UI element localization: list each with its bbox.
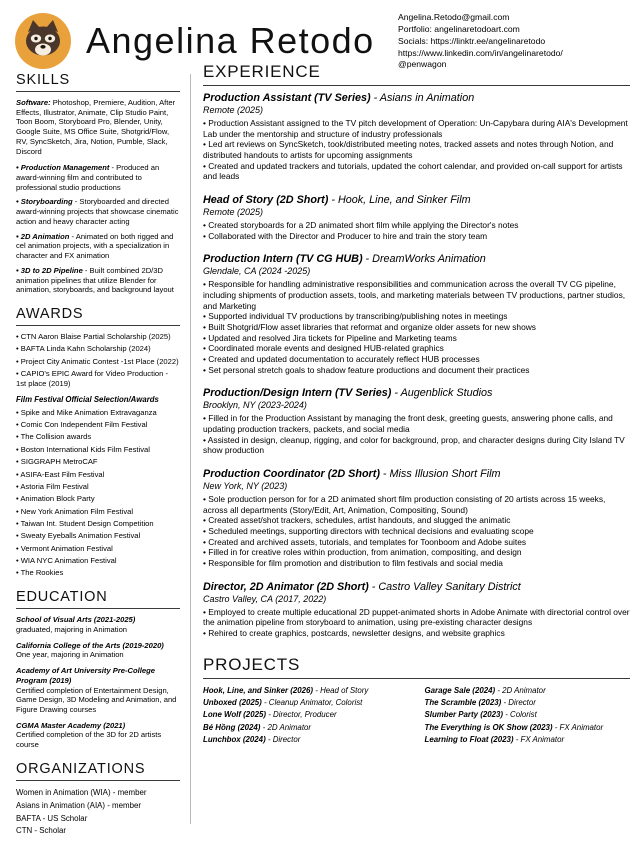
project-name: Lunchbox (2024) (203, 734, 266, 744)
skill-text: - Produced an award-winning film and contributed to professional studio productions (16, 163, 160, 192)
project-item (425, 709, 631, 721)
person-name: Angelina Retodo (86, 20, 375, 61)
festival-item: • SIGGRAPH MetroCAF (16, 457, 98, 467)
project-name: Slumber Party (2023) (424, 710, 504, 720)
section-skills (16, 72, 180, 295)
job-bullet: • Created and updated documentation to accurately reflect HUB processes (203, 354, 480, 365)
section-projects (203, 655, 630, 746)
school-name: California College of the Arts (2019-2020) (16, 640, 164, 650)
festival-list (16, 408, 180, 579)
job-bullet: • Coordinated morale events and designed HUB-related graphics (203, 343, 444, 354)
job-bullets (203, 413, 630, 456)
project-item (203, 697, 409, 709)
school-name: School of Visual Arts (2021-2025) (16, 615, 136, 625)
experience-entry (203, 253, 630, 375)
festival-item: • Animation Block Party (16, 494, 95, 504)
projects-right-column (425, 685, 631, 746)
software-label: Software: (16, 98, 51, 107)
organization-item: Women in Animation (WIA) - member (16, 787, 147, 797)
job-role: Production Intern (TV CG HUB) (203, 253, 363, 266)
festival-item: • Vermont Animation Festival (16, 543, 113, 553)
organization-item: BAFTA - US Scholar (16, 813, 88, 823)
job-bullet: • Created and updated trackers and tutorials, updated the cohort calendar, and provided on-call support for artists and leads (203, 160, 623, 182)
experience-entry (203, 387, 630, 456)
education-entry (16, 641, 180, 660)
job-company: - Asians in Animation (370, 92, 475, 104)
project-role: - 2D Animator (495, 685, 546, 695)
organizations-title: ORGANIZATIONS (16, 761, 180, 781)
job-role: Head of Story (2D Short) (203, 194, 329, 207)
festival-item: • WIA NYC Animation Festival (16, 556, 117, 566)
job-bullet: • Built Shotgrid/Flow asset libraries that reformat and organize older assets for new shows (203, 322, 536, 333)
section-education (16, 589, 180, 750)
section-experience (203, 62, 630, 639)
project-role: - Director, Producer (266, 710, 337, 720)
job-location: Remote (2025) (203, 207, 264, 218)
job-location: Glendale, CA (2024 -2025) (203, 266, 311, 277)
awards-title: AWARDS (16, 306, 180, 326)
project-item (203, 722, 409, 734)
organization-item: CTN - Scholar (16, 826, 66, 836)
festival-item: • ASIFA-East Film Festival (16, 469, 105, 479)
skill-label: • 3D to 2D Pipeline (16, 265, 83, 275)
school-name: Academy of Art University Pre-College Program (2019) (16, 666, 155, 685)
festival-item: • The Collision awards (16, 432, 92, 442)
project-item (425, 685, 631, 697)
skill-label: • Storyboarding (16, 197, 73, 207)
award-item: • Project City Animatic Contest -1st Place (2022) (16, 356, 179, 366)
software-paragraph (16, 98, 180, 156)
skill-item (16, 232, 180, 261)
project-name: Bé Hồng (2024) (203, 722, 261, 732)
job-bullet: • Sole production person for for a 2D animated short film production consisting of 20 artists across 15 weeks, across all departments (Story/Edit, Art, Animation, Compositing, Sound) (203, 494, 606, 515)
job-bullet: • Production Assistant assigned to the TV pitch development of Operation: Un-Capybara during AIA's Development Lab under the mentorship and structure of industry professionals (203, 118, 628, 139)
project-item (425, 722, 631, 734)
project-role: - FX Animator (513, 734, 565, 744)
award-item: • CAPIO's EPIC Award for Video Production - 1st place (2019) (16, 369, 168, 388)
job-company: - Miss Illusion Short Film (379, 468, 501, 481)
job-bullet: • Created storyboards for a 2D animated short film while applying the Director's notes (203, 220, 519, 231)
job-bullet: • Collaborated with the Director and Producer to hire and train the story team (203, 230, 488, 241)
contact-socials[interactable]: Socials: https://linktr.ee/angelinaretodo (398, 35, 546, 46)
column-divider (190, 74, 191, 824)
job-company: - Hook, Line, and Sinker Film (328, 194, 471, 207)
project-name: Unboxed (2025) (203, 698, 262, 708)
education-entry (16, 666, 180, 715)
job-bullets (203, 220, 630, 241)
job-bullet: • Employed to create multiple educational 2D puppet-animated shorts in Adobe Animate with directorial control over the animation pipeline from storyboard to animation, using pre-existing character designs (203, 606, 630, 628)
experience-role-line (203, 92, 630, 104)
skill-label: • Production Management (16, 163, 110, 173)
festival-item: • Comic Con Independent Film Festival (16, 420, 148, 430)
project-role: - 2D Animator (260, 722, 312, 732)
organizations-list (16, 787, 180, 837)
experience-entry (203, 468, 630, 569)
experience-entry (203, 581, 630, 639)
skill-text: - Animated on both rigged and cel animation projects, with a specialization in character and FX animation (16, 231, 174, 261)
school-desc: Certified completion of Entertainment Design, Game Design, 3D Modeling and Animation, and Figure Drawing courses (16, 685, 177, 715)
education-entry (16, 721, 180, 750)
experience-role-line (203, 253, 630, 265)
job-bullets (203, 494, 630, 569)
skill-label: • 2D Animation (16, 231, 70, 241)
job-bullet: • Responsible for handling administrative responsibilities and communication across the overall TV CG pipeline, including shipments of production assets, tools, and marketing materials between TV productions, partner studios, and Marketing (203, 279, 626, 311)
school-desc: graduated, majoring in Animation (16, 624, 128, 634)
education-entry (16, 615, 180, 634)
project-name: Learning to Float (2023) (424, 734, 514, 744)
project-name: The Everything is OK Show (2023) (424, 722, 553, 732)
festival-item: • Spike and Mike Animation Extravaganza (16, 407, 157, 417)
project-item (203, 709, 409, 721)
job-bullet: • Created asset/shot trackers, schedules, artist handouts, and slugged the animatic (203, 515, 511, 526)
job-company: - Augenblick Studios (391, 387, 493, 400)
job-company: - Castro Valley Sanitary District (368, 580, 521, 593)
skill-text: - Storyboarded and directed award-winning projects that showcase cinematic action and heavy character acting (16, 197, 179, 226)
contact-email[interactable]: Angelina.Retodo@gmail.com (398, 12, 510, 22)
school-desc: Certified completion of the 3D for 2D artists course (16, 730, 162, 750)
festival-heading: Film Festival Official Selection/Awards (16, 394, 159, 404)
experience-entry (203, 194, 630, 241)
project-role: - Director (501, 698, 536, 708)
school-name: CGMA Master Academy (2021) (16, 720, 126, 730)
festival-item: • Astoria Film Festival (16, 481, 89, 491)
job-bullet: • Created and archived assets, tutorials, and templates for Toonboom and Adobe suites (203, 536, 527, 547)
project-role: - FX Animator (552, 722, 604, 732)
festival-item: • New York Animation Film Festival (16, 506, 134, 516)
skill-item (16, 197, 180, 226)
projects-title: PROJECTS (203, 655, 630, 679)
job-location: New York, NY (2023) (203, 481, 288, 492)
job-role: Director, 2D Animator (2D Short) (203, 580, 369, 593)
project-item (425, 734, 631, 746)
job-bullet: • Rehired to create graphics, postcards, newsletter designs, and website graphics (203, 628, 505, 639)
school-desc: One year, majoring in Animation (16, 650, 124, 660)
job-location: Castro Valley, CA (2017, 2022) (203, 593, 327, 604)
skill-item (16, 163, 180, 192)
job-bullet: • Led art reviews on SyncSketch, took/distributed meeting notes, tracked assets and notes through Notion, and distributed handouts to artists for upcoming assignments (203, 139, 614, 161)
job-location: Remote (2025) (203, 105, 264, 115)
job-role: Production Assistant (TV Series) (203, 92, 371, 104)
project-name: Lone Wolf (2025) (203, 710, 266, 720)
skill-item (16, 266, 180, 295)
projects-left-column (203, 685, 409, 746)
experience-entry (203, 92, 630, 182)
job-bullets (203, 118, 630, 182)
job-role: Production Coordinator (2D Short) (203, 468, 380, 481)
education-title: EDUCATION (16, 589, 180, 609)
job-bullet: • Assisted in design, cleanup, rigging, and color for background, prop, and character designs during City Island TV show production (203, 434, 625, 456)
project-name: The Scramble (2023) (424, 698, 502, 708)
festival-item: • Taiwan Int. Student Design Competition (16, 518, 154, 528)
project-item (203, 685, 409, 697)
experience-title: EXPERIENCE (203, 62, 630, 86)
sidebar (16, 72, 180, 848)
awards-list (16, 332, 180, 389)
project-name: Hook, Line, and Sinker (2026) (203, 685, 314, 695)
project-role: - Colorist (503, 710, 537, 720)
job-bullet: • Set personal stretch goals to shadow feature productions and document their practices (203, 364, 530, 375)
project-role: - Director (265, 734, 301, 744)
award-item: • CTN Aaron Blaise Partial Scholarship (2025) (16, 331, 171, 341)
project-role: - Head of Story (313, 685, 369, 695)
award-item: • BAFTA Linda Kahn Scholarship (2024) (16, 344, 151, 354)
contact-handle[interactable]: @penwagon (398, 59, 447, 70)
project-item (425, 697, 631, 709)
job-bullet: • Filled in for the Production Assistant by managing the front desk, greeting guests, answering phone calls, and updating production trackers, packets, and social media (203, 413, 613, 435)
organization-item: Asians in Animation (AIA) - member (16, 800, 141, 810)
job-bullet: • Scheduled meetings, supporting directors with technical decisions and evaluating scope (203, 526, 534, 537)
festival-item: • Sweaty Eyeballs Animation Festival (16, 531, 141, 541)
skills-title: SKILLS (16, 72, 180, 92)
project-role: - Cleanup Animator, Colorist (261, 698, 363, 708)
festival-item: • The Rookies (16, 568, 64, 578)
job-bullets (203, 279, 630, 375)
raccoon-badge-icon (14, 12, 72, 70)
festival-item: • Boston International Kids Film Festival (16, 444, 150, 454)
job-role: Production/Design Intern (TV Series) (203, 387, 392, 400)
job-bullet: • Filled in for creative roles within production, from animation, compositing, and design (203, 547, 522, 558)
experience-role-line (203, 194, 630, 206)
job-bullets (203, 607, 630, 639)
job-bullet: • Updated and resolved Jira tickets for Pipeline and Marketing teams (203, 332, 457, 343)
job-bullet: • Supported individual TV productions by transcribing/publishing notes in meetings (203, 311, 508, 322)
main-column (203, 62, 630, 746)
project-name: Garage Sale (2024) (424, 685, 496, 695)
skill-text: - Built combined 2D/3D animation pipelines that utilize Blender for animation, storyboards, and background layout (16, 265, 174, 295)
job-location: Brooklyn, NY (2023-2024) (203, 400, 307, 411)
section-organizations (16, 761, 180, 837)
experience-role-line (203, 387, 630, 399)
software-list: Photoshop, Premiere, Audition, After Effects, Illustrator, Animate, Clip Studio Paint, Toon Boom, Storyboard Pro, Blender, Unity, Google Suite, MS Office Suite, Shotgrid/Flow, RV, SyncSketch, Jira, Notion, Pumble, Slack, Discord (16, 98, 176, 156)
experience-role-line (203, 581, 630, 593)
projects-columns (203, 685, 630, 746)
project-item (203, 734, 409, 746)
job-bullet: • Responsible for film promotion and distribution to film festivals and social media (203, 558, 503, 569)
contact-portfolio[interactable]: Portfolio: angelinaretodoart.com (398, 23, 520, 34)
job-company: - DreamWorks Animation (362, 253, 486, 266)
experience-role-line (203, 468, 630, 480)
section-awards (16, 306, 180, 578)
contact-linkedin[interactable]: https://www.linkedin.com/in/angelinaretodo/ (398, 47, 563, 58)
